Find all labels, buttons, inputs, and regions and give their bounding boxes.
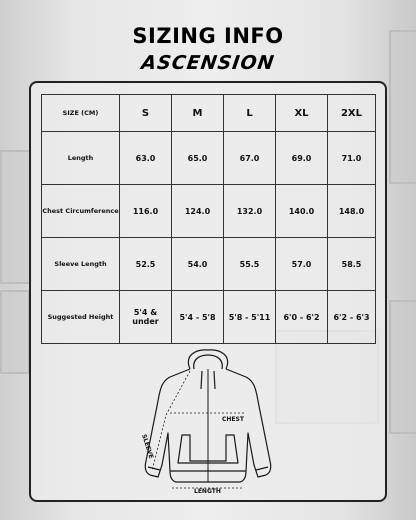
size-header: 2XL (328, 95, 376, 132)
background-frame (0, 150, 32, 284)
table-cell: 57.0 (276, 238, 328, 291)
table-cell: 124.0 (172, 185, 224, 238)
background-frame (0, 290, 30, 374)
table-cell: 5'4 - 5'8 (172, 291, 224, 344)
table-cell: 52.5 (120, 238, 172, 291)
table-cell: 116.0 (120, 185, 172, 238)
size-unit-header: SIZE (CM) (42, 95, 120, 132)
row-label: Suggested Height (42, 291, 120, 344)
table-row (42, 132, 376, 185)
length-label: LENGTH (194, 488, 221, 495)
table-cell: 63.0 (120, 132, 172, 185)
size-header: XL (276, 95, 328, 132)
size-table (41, 94, 376, 344)
table-cell: 54.0 (172, 238, 224, 291)
table-header-row (42, 95, 376, 132)
table-row (42, 238, 376, 291)
table-cell: 65.0 (172, 132, 224, 185)
table-cell: 5'8 - 5'11 (224, 291, 276, 344)
row-label: Chest Circumference (42, 185, 120, 238)
table-cell: 58.5 (328, 238, 376, 291)
size-header: L (224, 95, 276, 132)
hoodie-diagram (128, 343, 288, 495)
chest-label: CHEST (222, 416, 244, 423)
table-cell: 67.0 (224, 132, 276, 185)
size-header: M (172, 95, 224, 132)
table-cell: 55.5 (224, 238, 276, 291)
table-row (42, 185, 376, 238)
sleeve-measure-line (152, 371, 190, 471)
table-cell: 5'4 & under (120, 291, 172, 344)
table-cell: 71.0 (328, 132, 376, 185)
table-cell: 69.0 (276, 132, 328, 185)
table-cell: 140.0 (276, 185, 328, 238)
brand-logo: ASCENSION (139, 52, 277, 74)
table-cell: 6'2 - 6'3 (328, 291, 376, 344)
table-cell: 132.0 (224, 185, 276, 238)
page-title: SIZING INFO (132, 24, 284, 48)
row-label: Sleeve Length (42, 238, 120, 291)
background-frame (389, 300, 416, 434)
hoodie-left-cuff (148, 467, 160, 470)
table-row (42, 291, 376, 344)
row-label: Length (42, 132, 120, 185)
sleeve-label: SLEEVE (140, 433, 155, 460)
hoodie-right-cuff (256, 467, 268, 470)
table-cell: 148.0 (328, 185, 376, 238)
table-cell: 6'0 - 6'2 (276, 291, 328, 344)
size-header: S (120, 95, 172, 132)
hoodie-hood-inner (194, 355, 223, 369)
